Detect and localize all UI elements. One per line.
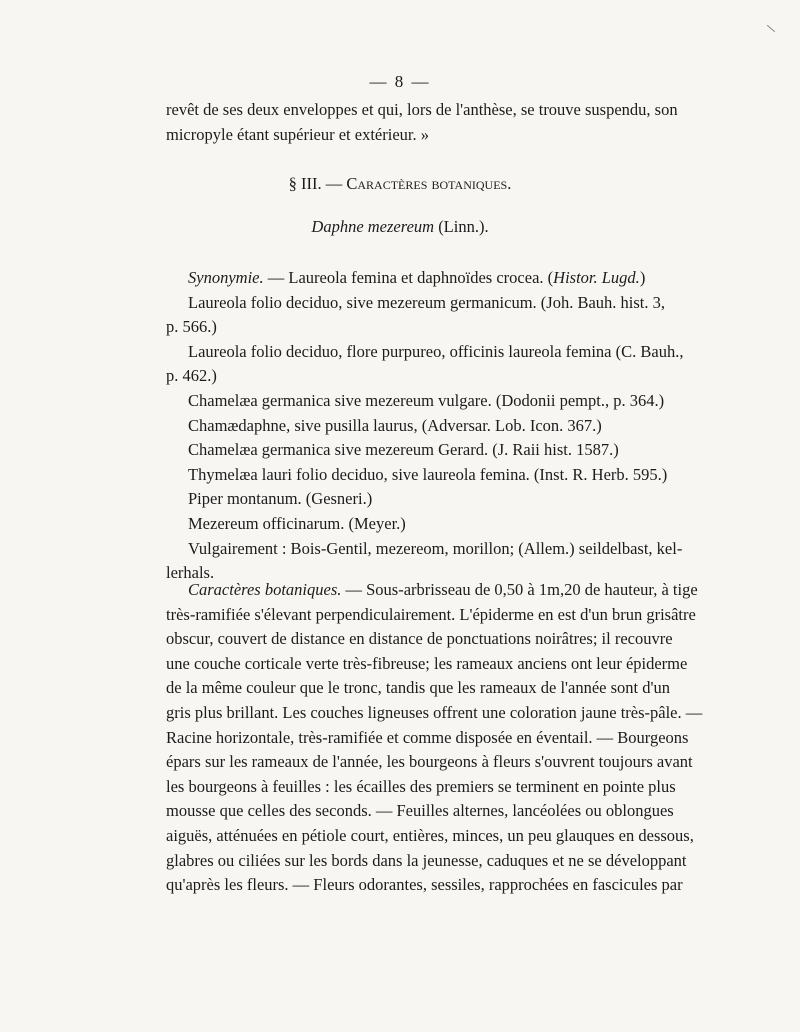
characters-line: glabres ou ciliées sur les bords dans la jeunesse, caduques et ne se développant — [166, 850, 687, 870]
synonym-entry: Chamædaphne, sive pusilla laurus, (Adversar. Lob. Icon. 367.) — [188, 415, 602, 435]
page-number: — 8 — — [369, 72, 431, 91]
synonym-entry: Thymelæa lauri folio deciduo, sive laureola femina. (Inst. R. Herb. 595.) — [188, 464, 668, 484]
characters-label: Caractères botaniques. — [188, 580, 342, 599]
synonym-entry: lerhals. — [166, 563, 215, 583]
characters-line: épars sur les rameaux de l'année, les bourgeons à fleurs s'ouvrent toujours avant — [166, 752, 693, 772]
synonym-entry: Piper montanum. (Gesneri.) — [188, 489, 373, 509]
characters-first-line — [166, 578, 734, 603]
characters-line: obscur, couvert de distance en distance de ponctuations noirâtres; il recouvre — [166, 629, 673, 649]
intro-paragraph — [166, 98, 734, 147]
synonym-entry: Laureola folio deciduo, sive mezereum germanicum. (Joh. Bauh. hist. 3, — [188, 292, 665, 312]
section-prefix: § III. — — [288, 174, 343, 193]
synonym-entry: Chamelæa germanica sive mezereum Gerard. (J. Raii hist. 1587.) — [188, 440, 619, 460]
synonymy-section — [166, 266, 734, 586]
botanical-characters-section — [166, 578, 734, 898]
intro-line: revêt de ses deux enveloppes et qui, lors de l'anthèse, se trouve suspendu, son — [166, 100, 678, 119]
synonym-entry: Chamelæa germanica sive mezereum vulgare. (Dodonii pempt., p. 364.) — [188, 390, 665, 410]
synonymy-first-ref: Histor. Lugd. — [553, 268, 640, 287]
synonymy-first-line — [166, 266, 734, 291]
characters-line: une couche corticale verte très-fibreuse; les rameaux anciens ont leur épiderme — [166, 653, 688, 673]
characters-line: mousse que celles des seconds. — Feuilles alternes, lancéolées ou oblongues — [166, 801, 674, 821]
section-heading — [0, 174, 800, 194]
synonym-entry: p. 566.) — [166, 317, 217, 337]
synonymy-first-text: — Laureola femina et daphnoïdes crocea. ( — [263, 268, 554, 287]
synonymy-first-end: ) — [639, 268, 646, 287]
characters-line: Racine horizontale, très-ramifiée et comme disposée en éventail. — Bourgeons — [166, 727, 689, 747]
species-name: Daphne mezereum — [311, 217, 435, 236]
characters-line: très-ramifiée s'élevant perpendiculairement. L'épiderme en est d'un brun grisâtre — [166, 604, 696, 624]
characters-line: de la même couleur que le tronc, tandis que les rameaux de l'année sont d'un — [166, 678, 670, 698]
synonymy-label: Synonymie. — [188, 268, 264, 287]
species-author: (Linn.). — [438, 217, 489, 236]
scan-mark — [767, 25, 775, 32]
characters-line: aiguës, atténuées en pétiole court, entières, minces, un peu glauques en dessous, — [166, 825, 694, 845]
synonym-entry: Vulgairement : Bois-Gentil, mezereom, morillon; (Allem.) seildelbast, kel- — [188, 538, 683, 558]
characters-line: gris plus brillant. Les couches ligneuses offrent une coloration jaune très-pâle. — — [166, 702, 703, 722]
synonym-entry: p. 462.) — [166, 366, 217, 386]
section-title: Caractères botaniques. — [346, 174, 512, 193]
characters-line: qu'après les fleurs. — Fleurs odorantes, sessiles, rapprochées en fascicules par — [166, 875, 683, 895]
intro-line: micropyle étant supérieur et extérieur. » — [166, 124, 429, 144]
species-heading — [0, 217, 800, 237]
synonym-entry: Mezereum officinarum. (Meyer.) — [188, 513, 406, 533]
characters-line: les bourgeons à feuilles : les écailles des premiers se terminent en pointe plus — [166, 776, 676, 796]
characters-line: — Sous-arbrisseau de 0,50 à 1m,20 de hauteur, à tige — [341, 580, 698, 599]
synonym-entry: Laureola folio deciduo, flore purpureo, officinis laureola femina (C. Bauh., — [188, 341, 684, 361]
